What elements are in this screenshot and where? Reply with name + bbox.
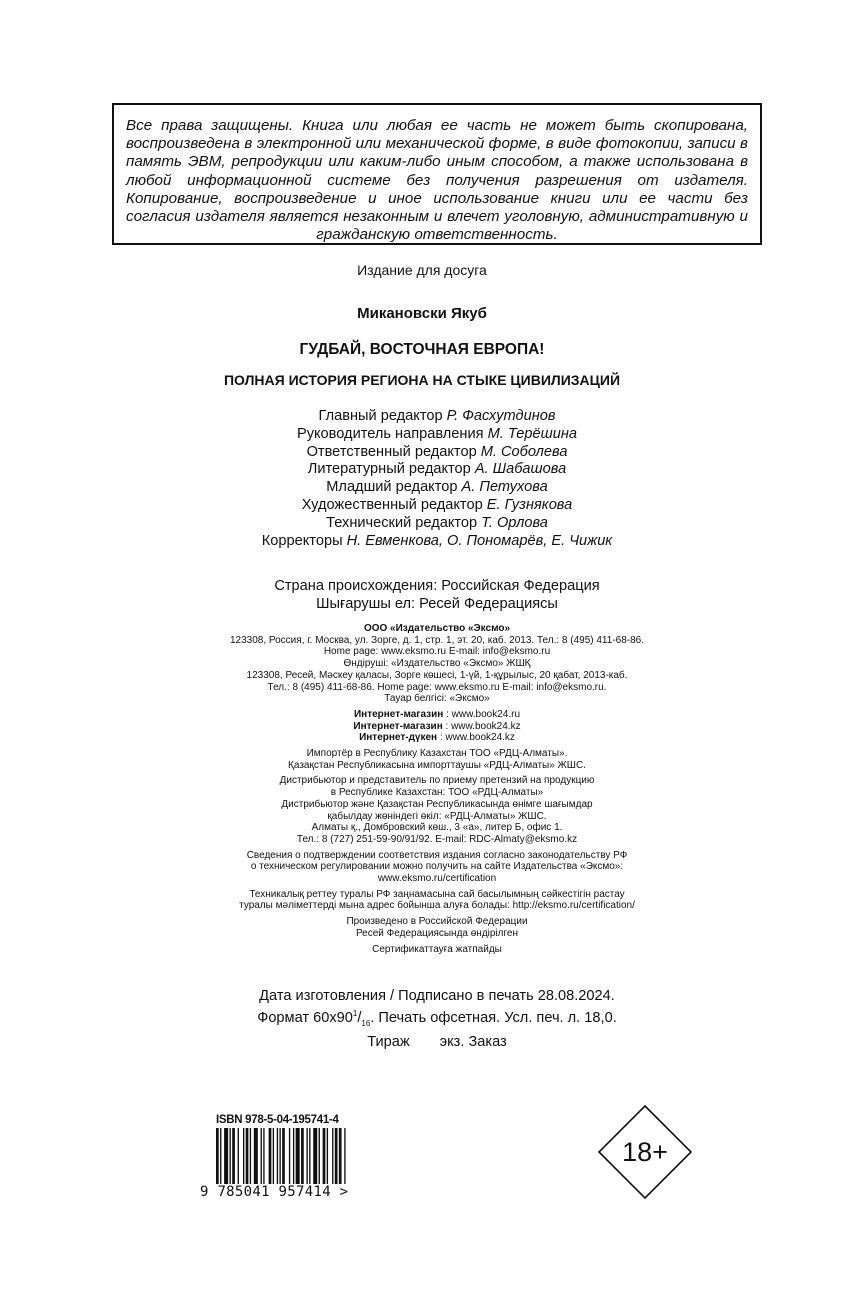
staff-role: Ответственный редактор	[306, 443, 477, 460]
publisher-web: Home page: www.eksmo.ru E-mail: info@eksmo.ru	[323, 646, 551, 658]
barcode-bar	[216, 1128, 219, 1184]
certification-kz-line: туралы мәліметтерді мына адрес бойынша алуға болады: http://eksmo.ru/certification/	[239, 900, 635, 912]
online-shop-line	[0, 709, 844, 721]
publisher-name: ООО «Издательство «Эксмо»	[363, 623, 511, 634]
distributor-line: Дистрибьютор және Қазақстан Республикасында өнімге шағымдар	[281, 798, 593, 810]
online-shop-line	[0, 732, 844, 744]
isbn-label: ISBN 978-5-04-195741-4	[216, 1114, 339, 1126]
barcode-bar	[293, 1128, 294, 1184]
author-name: Микановски Якуб	[357, 305, 487, 322]
staff-name: Е. Гузнякова	[486, 496, 573, 513]
staff-role: Младший редактор	[326, 479, 458, 496]
staff-name: Н. Евменкова, О. Пономарёв, Е. Чижик	[346, 532, 613, 549]
copyright-notice: Все права защищены. Книга или любая ее часть не может быть скопирована, воспроизведена в электронной или механической форме, в виде фотокопии, записи в память ЭВМ, репродукции или каким-либо иным способом, а также использована в любой информационной системе без получения разрешения от издателя. Копирование, воспроизведение и иное использование книги или ее части без согласия издателя является незаконным и влечет уголовную, административную и гражданскую ответственность.	[112, 103, 762, 245]
barcode-bar	[313, 1128, 317, 1184]
staff-row	[0, 479, 844, 497]
online-shop-label: Интернет-магазин	[353, 720, 443, 732]
staff-row	[0, 408, 844, 426]
staff-name: Т. Орлова	[481, 514, 548, 531]
barcode-bar	[289, 1128, 290, 1184]
barcode-bar	[327, 1128, 328, 1184]
certification-ru-line: Сведения о подтверждении соответствия издания согласно законодательству РФ	[246, 849, 628, 861]
online-shop-line	[0, 721, 844, 733]
staff-name: М. Терёшина	[487, 425, 578, 442]
format-prefix: Формат 60x90	[257, 1009, 353, 1026]
staff-row	[0, 497, 844, 515]
online-shop-label: Интернет-магазин	[353, 708, 444, 720]
edition-type: Издание для досуга	[357, 262, 487, 278]
publisher-kz-address: 123308, Ресей, Мәскеу қаласы, Зорге көшесі, 1-үй, 1-құрылыс, 20 қабат, 2013-каб.	[246, 669, 628, 681]
produced-line: Произведено в Российской Федерации	[346, 916, 528, 928]
barcode-bar	[220, 1128, 221, 1184]
produced-line: Ресей Федерациясында өндірілген	[355, 927, 519, 939]
cert-not-required: Сертификаттауға жатпайды	[372, 943, 502, 955]
publisher-trademark: Тауар белгісі: «Эксмо»	[384, 693, 490, 705]
staff-role: Технический редактор	[326, 514, 478, 531]
print-info	[0, 987, 844, 1051]
staff-row	[0, 533, 844, 551]
age-rating-badge	[598, 1105, 692, 1199]
isbn-barcode	[200, 1114, 380, 1204]
barcode-bar	[269, 1128, 272, 1184]
online-shop-url: : www.book24.kz	[437, 732, 515, 744]
book-subtitle: ПОЛНАЯ ИСТОРИЯ РЕГИОНА НА СТЫКЕ ЦИВИЛИЗАЦИЙ	[223, 372, 621, 388]
age-rating-label: 18+	[622, 1136, 668, 1167]
staff-row	[0, 515, 844, 533]
barcode-bar	[277, 1128, 278, 1184]
publisher-kz-name: Өндіруші: «Издательство «Эксмо» ЖШҚ	[343, 658, 531, 670]
publisher-info	[0, 623, 844, 955]
online-shop-label: Интернет-дүкен	[359, 732, 438, 744]
origin-kz: Шығарушы ел: Ресей Федерациясы	[316, 595, 558, 612]
barcode-bar	[339, 1128, 342, 1184]
barcode-digits: 9 785041 957414 >	[200, 1184, 349, 1200]
barcode-bar	[301, 1128, 304, 1184]
distributor-line: в Республике Казахстан: ТОО «РДЦ-Алматы»	[330, 787, 544, 799]
zakaz-label: экз. Заказ	[439, 1033, 507, 1050]
staff-name: Р. Фасхутдинов	[446, 408, 556, 424]
editorial-staff	[0, 408, 844, 550]
staff-name: А. Петухова	[461, 479, 548, 496]
distributor-line: Тел.: 8 (727) 251-59-90/91/92. E-mail: RDC-Almaty@eksmo.kz	[296, 833, 578, 845]
barcode-icon	[200, 1128, 380, 1186]
staff-row	[0, 426, 844, 444]
certification-ru-line: о техническом регулировании можно получить на сайте Издательства «Эксмо»:	[250, 861, 624, 873]
barcode-bar	[335, 1128, 338, 1184]
certification-ru-line: www.eksmo.ru/certification	[377, 873, 497, 885]
barcode-bar	[263, 1128, 264, 1184]
barcode-bar	[230, 1128, 231, 1184]
staff-row	[0, 444, 844, 462]
staff-role: Художественный редактор	[301, 496, 483, 513]
importer-ru: Импортёр в Республику Казахстан ТОО «РДЦ-Алматы».	[306, 748, 568, 760]
staff-name: А. Шабашова	[474, 461, 567, 478]
barcode-bar	[254, 1128, 258, 1184]
barcode-bar	[296, 1128, 300, 1184]
staff-role: Главный редактор	[318, 408, 443, 424]
tirazh-label: Тираж	[367, 1033, 410, 1050]
staff-role: Руководитель направления	[296, 425, 484, 442]
staff-role: Литературный редактор	[307, 461, 471, 478]
barcode-bar	[309, 1128, 310, 1184]
print-run	[0, 1033, 844, 1051]
barcode-bar	[243, 1128, 244, 1184]
print-format: Формат $60x90^1/_{16}$. Печать офсетная. Усл. печ. л. 18,0.	[257, 1009, 617, 1028]
importer-kz: Қазақстан Республикасына импорттаушы «РДЦ-Алматы» ЖШС.	[288, 759, 586, 771]
staff-row	[0, 461, 844, 479]
staff-name: М. Соболева	[480, 443, 568, 460]
distributor-line: қабылдау жөніндегі өкіл: «РДЦ-Алматы» ЖШС.	[327, 810, 547, 822]
barcode-bar	[306, 1128, 307, 1184]
barcode-bar	[319, 1128, 320, 1184]
format-denominator: 16	[361, 1018, 371, 1028]
barcode-bar	[282, 1128, 285, 1184]
barcode-bar	[250, 1128, 251, 1184]
barcode-bar	[332, 1128, 333, 1184]
distributor-line: Алматы қ., Домбровский көш., 3 «а», литер Б, офис 1.	[311, 822, 563, 834]
staff-role: Корректоры	[261, 532, 343, 549]
print-date: Дата изготовления / Подписано в печать 28.08.2024.	[259, 988, 615, 1004]
certification-kz-line: Техникалық реттеу туралы РФ заңнамасына сай басылымның сәйкестігін растау	[249, 888, 625, 900]
barcode-bar	[246, 1128, 249, 1184]
format-suffix: . Печать офсетная. Усл. печ. л. 18,0.	[370, 1009, 617, 1026]
country-of-origin	[0, 578, 844, 613]
barcode-bar	[238, 1128, 239, 1184]
origin-ru: Страна происхождения: Российская Федерация	[274, 578, 600, 594]
barcode-bar	[323, 1128, 326, 1184]
barcode-bar	[232, 1128, 235, 1184]
barcode-bar	[344, 1128, 345, 1184]
publisher-kz-contacts: Тел.: 8 (495) 411-68-86. Home page: www.eksmo.ru E-mail: info@eksmo.ru.	[267, 681, 607, 693]
barcode-bar	[273, 1128, 274, 1184]
format-numerator: 1	[352, 1009, 358, 1018]
barcode-bar	[261, 1128, 262, 1184]
online-shop-url: : www.book24.ru	[443, 708, 521, 720]
barcode-bar	[279, 1128, 280, 1184]
distributor-line: Дистрибьютор и представитель по приему претензий на продукцию	[279, 775, 595, 787]
online-shop-url: : www.book24.kz	[442, 720, 521, 732]
book-title: ГУДБАЙ, ВОСТОЧНАЯ ЕВРОПА!	[299, 341, 545, 358]
barcode-bar	[224, 1128, 228, 1184]
publisher-address: 123308, Россия, г. Москва, ул. Зорге, д. 1, стр. 1, эт. 20, каб. 2013. Тел.: 8 (495) 411-68-86.	[229, 634, 645, 646]
